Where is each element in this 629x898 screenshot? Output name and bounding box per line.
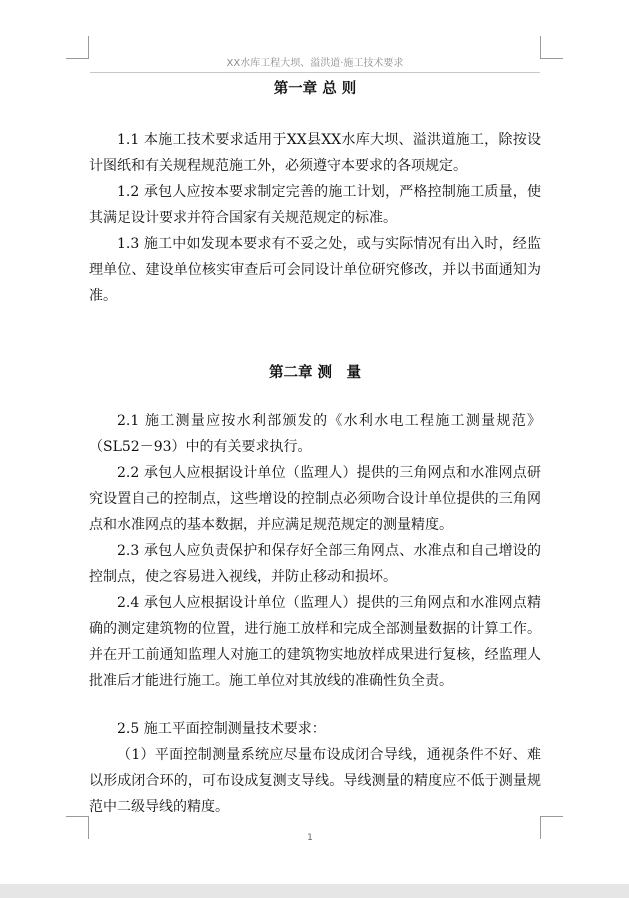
crop-mark-bottom-right bbox=[540, 816, 563, 839]
paragraph-2-5: 2.5 施工平面控制测量技术要求： bbox=[117, 721, 326, 737]
paragraph-1-3: 1.3 施工中如发现本要求有不妥之处，或与实际情况有出入时，经监理单位、建设单位核实审查后可会同设计单位研究修改，并以书面通知为准。 bbox=[89, 236, 541, 304]
page-header: XX水库工程大坝、溢洪道·施工技术要求 bbox=[90, 54, 540, 73]
crop-mark-top-left bbox=[66, 36, 89, 59]
crop-mark-bottom-left bbox=[66, 816, 89, 839]
paragraph-2-2: 2.2 承包人应根据设计单位（监理人）提供的三角网点和水准网点研究设置自己的控制点，这些增设的控制点必须吻合设计单位提供的三角网点和水准网点的基本数据，并应满足规范规定的测量精度。 bbox=[89, 465, 541, 533]
paragraph-2-3: 2.3 承包人应负责保护和保存好全部三角网点、水准点和自己增设的控制点，使之容易进入视线，并防止移动和损坏。 bbox=[89, 543, 541, 585]
viewer-bottom-bar bbox=[0, 884, 629, 898]
paragraph-2-4: 2.4 承包人应根据设计单位（监理人）提供的三角网点和水准网点精确的测定建筑物的位置，进行施工放样和完成全部测量数据的计算工作。并在开工前通知监理人对施工的建筑物实地放样成果进行复核，经监理人批准后才能进行施工。施工单位对其放线的准确性负全责。 bbox=[89, 595, 541, 689]
crop-mark-top-right bbox=[540, 36, 563, 59]
page-number: 1 bbox=[307, 833, 313, 843]
chapter-2-title: 第二章 测 量 bbox=[268, 365, 362, 381]
paragraph-2-1: 2.1 施工测量应按水利部颁发的《水利水电工程施工测量规范》（SL52－93）中的有关要求执行。 bbox=[89, 413, 541, 455]
paragraph-1-1: 1.1 本施工技术要求适用于XX县XX水库大坝、溢洪道施工，除按设计图纸和有关规程规范施工外，必须遵守本要求的各项规定。 bbox=[89, 132, 541, 174]
chapter-1-title: 第一章 总 则 bbox=[273, 81, 357, 97]
paragraph-2-5-1: （1）平面控制测量系统应尽量布设成闭合导线，通视条件不好、难以形成闭合环的，可布设成复测支导线。导线测量的精度应不低于测量规范中二级导线的精度。 bbox=[89, 747, 541, 815]
paragraph-1-2: 1.2 承包人应按本要求制定完善的施工计划，严格控制施工质量，使其满足设计要求并符合国家有关规范规定的标准。 bbox=[89, 184, 541, 226]
